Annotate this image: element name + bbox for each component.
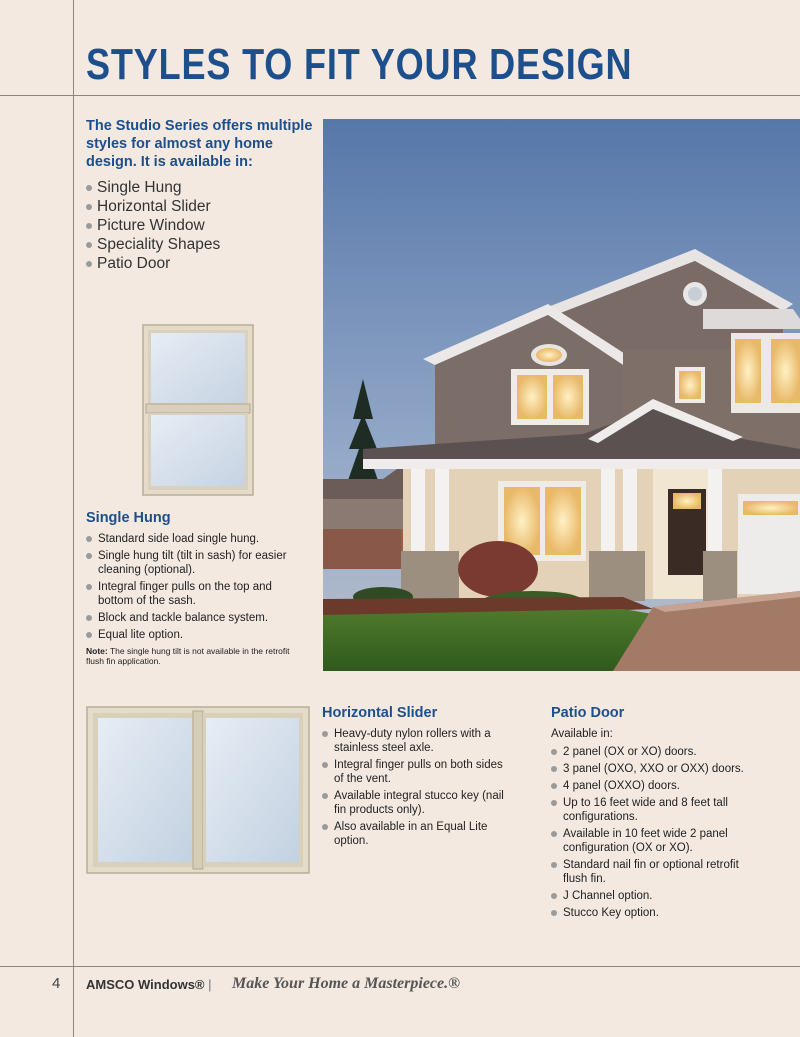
- footer-tagline: Make Your Home a Masterpiece.®: [232, 975, 461, 992]
- patio-door-bullet: 2 panel (OX or XO) doors.: [551, 745, 766, 759]
- page-number: 4: [52, 975, 61, 992]
- patio-door-lead: Available in:: [551, 728, 613, 740]
- single-hung-note: [86, 646, 301, 666]
- single-hung-bullet: Standard side load single hung.: [86, 532, 301, 546]
- patio-door-bullet: J Channel option.: [551, 889, 766, 903]
- horizontal-slider-bullet: Also available in an Equal Lite option.: [322, 820, 512, 848]
- single-hung-bullet: Single hung tilt (tilt in sash) for easier cleaning (optional).: [86, 549, 301, 577]
- horizontal-slider-bullet: Available integral stucco key (nail fin products only).: [322, 789, 512, 817]
- single-hung-heading: Single Hung: [86, 510, 171, 526]
- single-hung-bullet: Equal lite option.: [86, 628, 301, 642]
- single-hung-window-illustration: [142, 324, 254, 496]
- horizontal-slider-bullet: Heavy-duty nylon rollers with a stainless steel axle.: [322, 727, 512, 755]
- style-list-item: Patio Door: [86, 254, 220, 273]
- single-hung-bullet: Block and tackle balance system.: [86, 611, 301, 625]
- patio-door-bullets: [551, 745, 766, 920]
- patio-door-bullet: Available in 10 feet wide 2 panel configuration (OX or XO).: [551, 827, 766, 855]
- page-title: STYLES TO FIT YOUR DESIGN: [86, 40, 633, 89]
- patio-door-bullet: 4 panel (OXXO) doors.: [551, 779, 766, 793]
- horizontal-slider-bullets: [322, 727, 512, 848]
- horizontal-slider-heading: Horizontal Slider: [322, 705, 438, 721]
- intro-text: The Studio Series offers multiple styles for almost any home design. It is available in:: [86, 118, 313, 170]
- footer-rule: [0, 966, 800, 967]
- patio-door-bullet: 3 panel (OXO, XXO or OXX) doors.: [551, 762, 766, 776]
- single-hung-section: [86, 510, 301, 666]
- house-photo: [323, 119, 800, 671]
- horizontal-slider-bullet: Integral finger pulls on both sides of the vent.: [322, 758, 512, 786]
- style-list-item: Speciality Shapes: [86, 235, 220, 254]
- note-label: Note:: [86, 646, 108, 656]
- styles-list: [86, 178, 220, 273]
- horizontal-slider-illustration: [86, 706, 312, 876]
- single-hung-bullets: [86, 532, 301, 642]
- brand-name: AMSCO Windows®: [86, 977, 205, 992]
- patio-door-section: [551, 705, 766, 923]
- style-list-item: Single Hung: [86, 178, 220, 197]
- single-hung-bullet: Integral finger pulls on the top and bottom of the sash.: [86, 580, 301, 608]
- style-list-item: Picture Window: [86, 216, 220, 235]
- horizontal-slider-section: [322, 705, 512, 851]
- footer-brand: [86, 977, 212, 992]
- footer-separator: |: [208, 977, 212, 992]
- note-text: The single hung tilt is not available in the retrofit flush fin application.: [86, 646, 290, 666]
- patio-door-bullet: Stucco Key option.: [551, 906, 766, 920]
- style-list-item: Horizontal Slider: [86, 197, 220, 216]
- header-rule: [0, 95, 800, 96]
- margin-rule: [73, 0, 74, 1037]
- patio-door-bullet: Up to 16 feet wide and 8 feet tall configurations.: [551, 796, 766, 824]
- patio-door-bullet: Standard nail fin or optional retrofit flush fin.: [551, 858, 766, 886]
- patio-door-heading: Patio Door: [551, 705, 625, 721]
